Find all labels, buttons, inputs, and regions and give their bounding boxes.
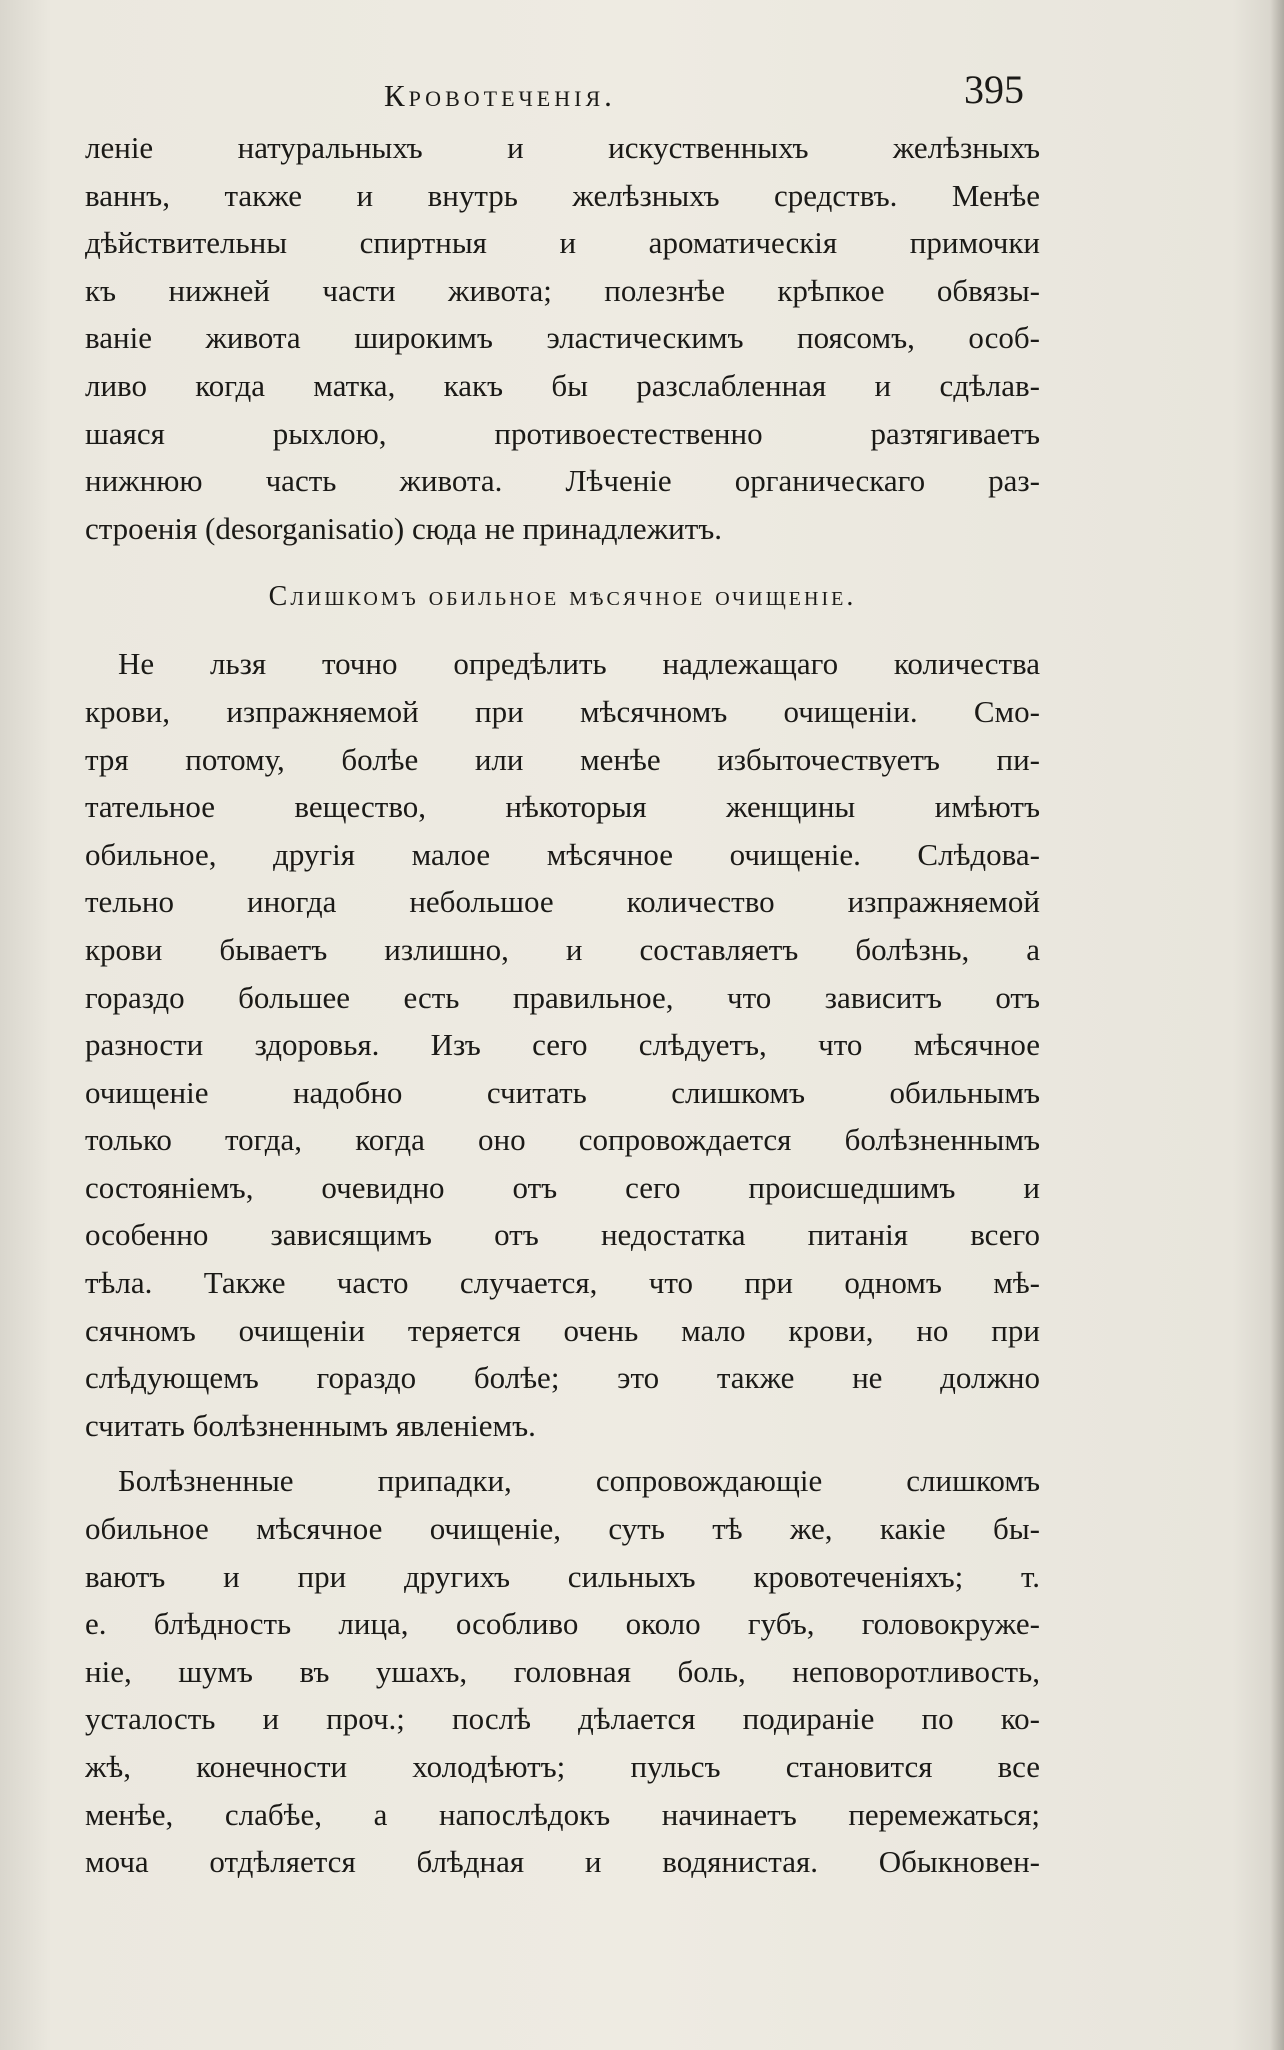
text-line: дѣйствительны спиртныя и ароматическія примочки (85, 225, 1040, 261)
text-line: тѣла. Также часто случается, что при одномъ мѣ- (85, 1265, 1040, 1301)
text-line: особенно зависящимъ отъ недостатка питанія всего (85, 1217, 1040, 1253)
paragraph-1 (85, 124, 1040, 552)
text-line: ваніе живота широкимъ эластическимъ поясомъ, особ- (85, 320, 1040, 356)
text-line: строенія (desorganisatio) сюда не принадлежитъ. (85, 510, 723, 546)
text-line: е. блѣдность лица, особливо около губъ, головокруже- (85, 1606, 1040, 1642)
page-edge-shadow (1270, 0, 1284, 2050)
text-line: крови бываетъ излишно, и составляетъ болѣзнь, а (85, 931, 1040, 967)
text-line: леніе натуральныхъ и искуственныхъ желѣзныхъ (85, 130, 1040, 165)
text-line: крови, изпражняемой при мѣсячномъ очищеніи. Смо- (85, 693, 1040, 729)
paragraph-2 (85, 640, 1040, 1449)
text-line: разности здоровья. Изъ сего слѣдуетъ, что мѣсячное (85, 1027, 1040, 1063)
text-line: жѣ, конечности холодѣютъ; пульсъ становится все (85, 1749, 1040, 1784)
page-header (0, 66, 1284, 116)
text-line: Болѣзненные припадки, сопровождающіе слишкомъ (118, 1463, 1040, 1499)
text-line: ваютъ и при другихъ сильныхъ кровотеченіяхъ; т. (85, 1558, 1040, 1594)
text-line: моча отдѣляется блѣдная и водянистая. Обыкновен- (85, 1844, 1040, 1880)
text-line: обильное мѣсячное очищеніе, суть тѣ же, какіе бы- (85, 1511, 1040, 1547)
section-heading: Слишкомъ обильное мѣсячное очищеніе. (268, 581, 857, 613)
page-number: 395 (964, 67, 1024, 112)
text-line: усталость и проч.; послѣ дѣлается подираніе по ко- (85, 1701, 1040, 1737)
text-line: очищеніе надобно считать слишкомъ обильнымъ (85, 1074, 1040, 1110)
text-line: нижнюю часть живота. Лѣченіе органическаго раз- (85, 463, 1040, 499)
text-line: ніе, шумъ въ ушахъ, головная боль, неповоротливость, (85, 1653, 1040, 1689)
text-line: къ нижней части живота; полезнѣе крѣпкое обвязы- (85, 272, 1040, 308)
text-line: считать болѣзненнымъ явленіемъ. (85, 1407, 536, 1443)
paragraph-3 (85, 1457, 1040, 1885)
text-line: тельно иногда небольшое количество изпражняемой (85, 884, 1040, 920)
text-line: шаяся рыхлою, противоестественно разтягиваетъ (85, 415, 1040, 451)
paragraph-gap (85, 1449, 1040, 1457)
text-line: Не льзя точно опредѣлить надлежащаго количества (118, 646, 1040, 682)
text-line: ваннъ, также и внутрь желѣзныхъ средствъ. Менѣе (85, 177, 1040, 213)
text-line: состояніемъ, очевидно отъ сего происшедшимъ и (85, 1169, 1040, 1205)
text-line: обильное, другія малое мѣсячное очищеніе. Слѣдова- (85, 836, 1040, 872)
text-line: слѣдующемъ гораздо болѣе; это также не должно (85, 1360, 1040, 1396)
text-line: только тогда, когда оно сопровождается болѣзненнымъ (85, 1122, 1040, 1158)
running-title: Кровотеченія. (384, 78, 616, 113)
text-line: гораздо большее есть правильное, что зависитъ отъ (85, 979, 1040, 1015)
text-line: сячномъ очищеніи теряется очень мало крови, но при (85, 1312, 1040, 1348)
page-body (85, 124, 1040, 1886)
text-line: тательное вещество, нѣкоторыя женщины имѣютъ (85, 789, 1040, 825)
text-line: тря потому, болѣе или менѣе избыточествуетъ пи- (85, 741, 1040, 777)
text-line: менѣе, слабѣе, а напослѣдокъ начинаетъ перемежаться; (85, 1796, 1040, 1832)
text-line: ливо когда матка, какъ бы разслабленная и сдѣлав- (85, 367, 1040, 403)
